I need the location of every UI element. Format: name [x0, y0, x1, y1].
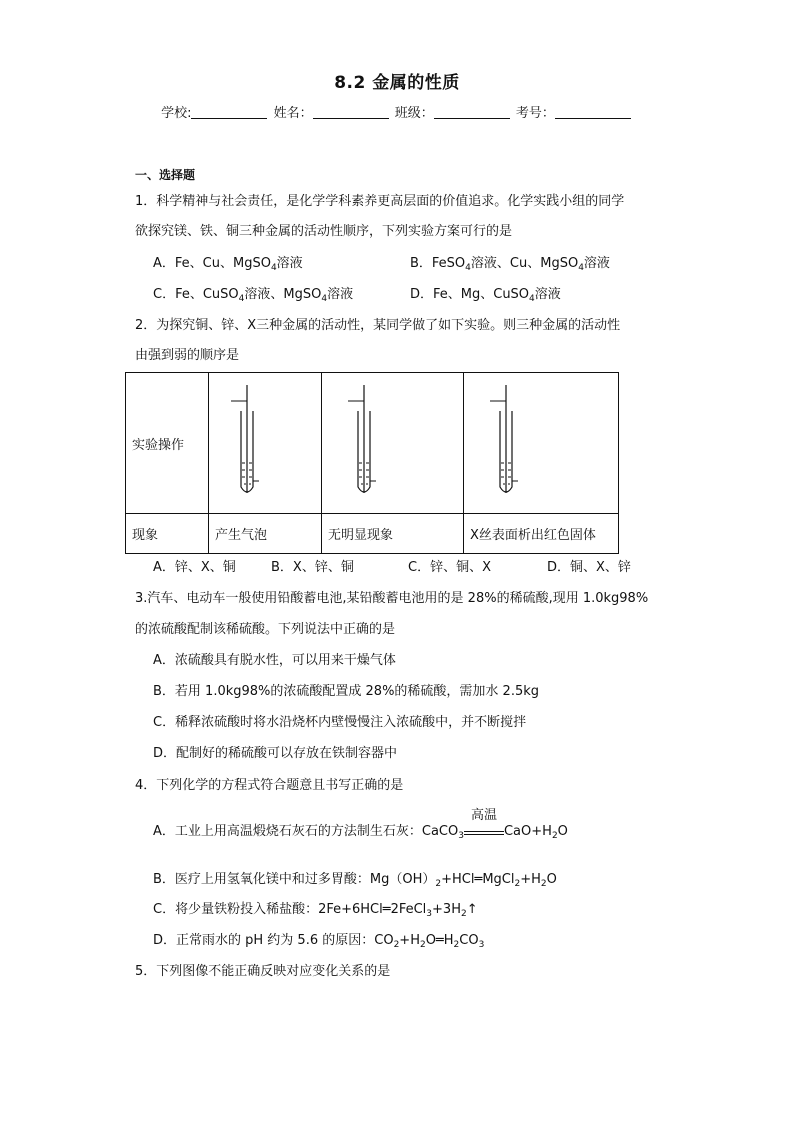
q4-option-d: D．正常雨水的 pH 约为 5.6 的原因：$CO_2+H_2O═H_2CO_3$ — [153, 933, 485, 950]
tube-cell-2 — [322, 373, 464, 514]
q1-option-a: A．Fe、Cu、MgSO$_4$溶液 — [153, 256, 303, 273]
phenomenon-cell: 无明显现象 — [322, 514, 464, 554]
q2-stem-line1: 2．为探究铜、锌、X三种金属的活动性，某同学做了如下实验。则三种金属的活动性 — [135, 318, 621, 333]
tube-cell-3 — [464, 373, 619, 514]
experiment-table — [125, 372, 619, 554]
test-tube-diagram-2 — [322, 373, 463, 509]
row-header-phenomenon: 现象 — [126, 514, 209, 554]
q3-stem-line1: 3.汽车、电动车一般使用铅酸蓄电池,某铅酸蓄电池用的是 28%的稀硫酸,现用 1.0kg98% — [135, 591, 649, 606]
q3-option-a: A．浓硫酸具有脱水性，可以用来干燥气体 — [153, 653, 396, 668]
q4-option-c: C．将少量铁粉投入稀盐酸：$2Fe+6HCl═2FeCl_3+3H_2↑$ — [153, 902, 478, 919]
class-label: 班级： — [394, 106, 434, 121]
q4-option-a: A．工业上用高温煅烧石灰石的方法制生石灰：CaCO$_3$ 高温 $CaO+H_2O$ — [153, 808, 568, 841]
student-info-line — [0, 102, 794, 121]
q1-stem-line1: 1．科学精神与社会责任，是化学学科素养更高层面的价值追求。化学实践小组的同学 — [135, 194, 625, 209]
test-tube-diagram-3 — [464, 373, 618, 509]
q4-option-b: B．医疗上用氢氧化镁中和过多胃酸：$Mg(OH)_2+HCl═MgCl_2+H_2O$ — [153, 872, 557, 889]
high-temperature-condition: 高温 — [464, 823, 504, 835]
q5-stem: 5．下列图像不能正确反映对应变化关系的是 — [135, 964, 391, 979]
phenomenon-cell: 产生气泡 — [209, 514, 322, 554]
q2-option-d: D．铜、X、锌 — [547, 560, 631, 575]
section-heading: 一、选择题 — [135, 168, 196, 182]
page-title: 8.2 金属的性质 — [334, 73, 460, 93]
q1-option-c: C．Fe、CuSO$_4$溶液、MgSO$_4$溶液 — [153, 287, 354, 304]
exam-no-label: 考号： — [515, 106, 555, 121]
tube-cell-1 — [209, 373, 322, 514]
test-tube-diagram-1 — [209, 373, 321, 509]
exam-no-blank[interactable] — [555, 106, 631, 119]
q2-option-a: A．锌、X、铜 — [153, 560, 236, 575]
q3-stem-line2: 的浓硫酸配制该稀硫酸。下列说法中正确的是 — [135, 622, 396, 637]
q2-option-c: C．锌、铜、X — [408, 560, 491, 575]
school-blank[interactable] — [191, 106, 267, 119]
q1-option-b: B．FeSO$_4$溶液、Cu、MgSO$_4$溶液 — [410, 256, 610, 273]
q3-option-c: C．稀释浓硫酸时将水沿烧杯内壁慢慢注入浓硫酸中，并不断搅拌 — [153, 715, 527, 730]
q2-option-b: B．X、锌、铜 — [271, 560, 354, 575]
q1-stem-line2: 欲探究镁、铁、铜三种金属的活动性顺序，下列实验方案可行的是 — [135, 224, 513, 239]
q2-stem-line2: 由强到弱的顺序是 — [135, 348, 240, 363]
class-blank[interactable] — [434, 106, 510, 119]
school-label: 学校: — [161, 106, 192, 121]
phenomenon-cell: X丝表面析出红色固体 — [464, 514, 619, 554]
q1-option-d: D．Fe、Mg、CuSO$_4$溶液 — [410, 287, 561, 304]
q3-option-d: D．配制好的稀硫酸可以存放在铁制容器中 — [153, 746, 398, 761]
q4-stem: 4．下列化学的方程式符合题意且书写正确的是 — [135, 778, 404, 793]
row-header-operation: 实验操作 — [126, 373, 209, 514]
name-blank[interactable] — [313, 106, 389, 119]
name-label: 姓名： — [273, 106, 313, 121]
q3-option-b: B．若用 1.0kg98%的浓硫酸配置成 28%的稀硫酸，需加水 2.5kg — [153, 684, 540, 699]
